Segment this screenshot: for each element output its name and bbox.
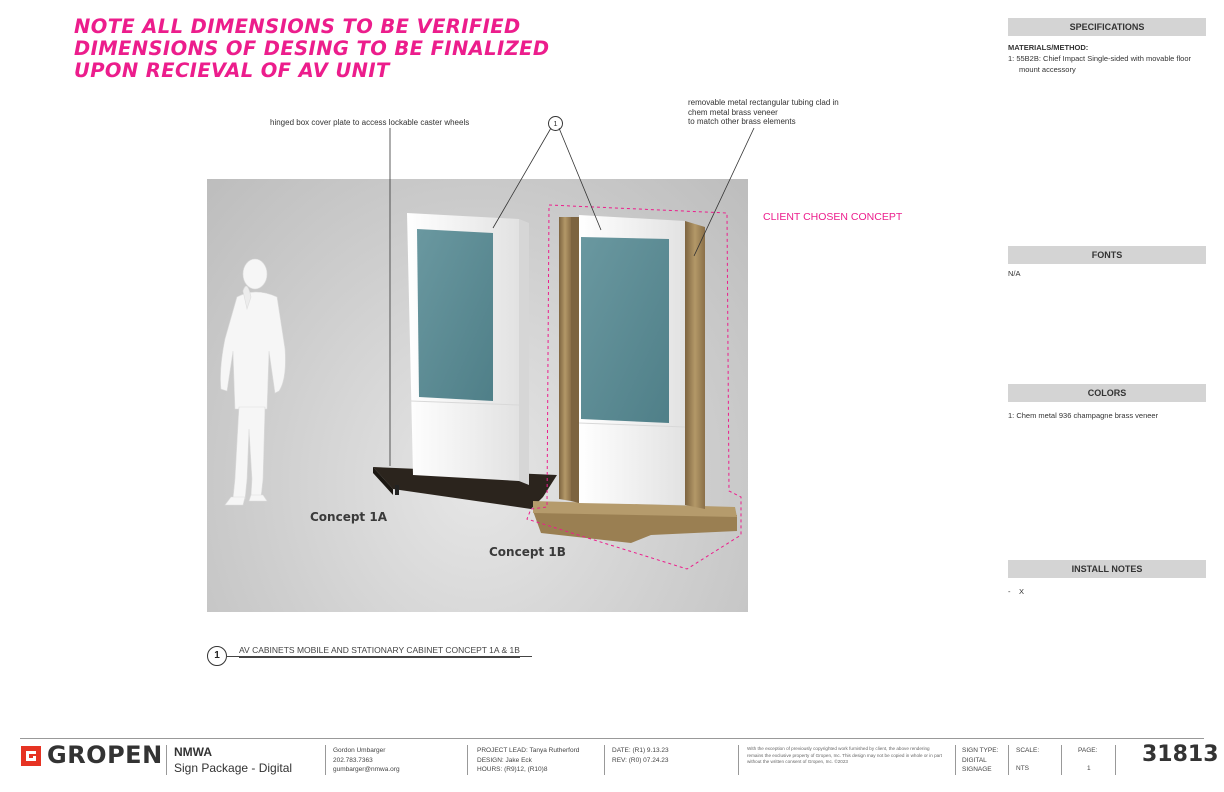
contact-name: Gordon Umbarger: [333, 747, 386, 754]
install-dash: -: [1008, 587, 1011, 596]
page-value: 1: [1087, 765, 1091, 772]
verification-note: [74, 16, 674, 82]
footer-divider: [325, 745, 326, 775]
revision-value: REV: (R0) 07.24.23: [612, 756, 669, 764]
contact-phone: 202.783.7363: [333, 756, 373, 764]
copyright-notice: With the exception of previously copyrighted work furnished by client, the above rendering remains the exclusive property of Gropen, Inc. This design may not be copied in whole or in part without the written consent of Gropen, Inc. ©2023: [747, 746, 942, 764]
cabinet-render: [207, 179, 748, 612]
spec-item-1-cont: mount accessory: [1019, 65, 1076, 74]
contact-block: [333, 746, 400, 775]
sign-type-block: [962, 746, 998, 775]
callout-removable-line-3: to match other brass elements: [688, 117, 796, 126]
project-lead: PROJECT LEAD: Tanya Rutherford: [477, 747, 580, 754]
project-team-block: [477, 746, 579, 775]
concept-1a-cabinet: [373, 213, 557, 509]
scale-value: NTS: [1016, 765, 1029, 772]
spec-item-1: 1: 55B2B: Chief Impact Single-sided with movable floor: [1008, 54, 1192, 63]
page-label: PAGE:: [1078, 747, 1098, 754]
drawing-caption: AV CABINETS MOBILE AND STATIONARY CABINET CONCEPT 1A & 1B: [239, 645, 520, 658]
footer-divider: [1061, 745, 1062, 775]
contact-email: gumbarger@nmwa.org: [333, 766, 400, 773]
scale-label: SCALE:: [1016, 747, 1040, 754]
gropen-logo-icon: [21, 746, 41, 766]
colors-header: COLORS: [1008, 384, 1206, 402]
concept-1b-cabinet: [533, 215, 737, 543]
client-name: NMWA: [174, 745, 212, 759]
install-value: X: [1019, 587, 1025, 596]
fonts-header: FONTS: [1008, 246, 1206, 264]
job-number: 31813: [1142, 742, 1219, 767]
specifications-header: SPECIFICATIONS: [1008, 18, 1206, 36]
footer-divider: [604, 745, 605, 775]
footer-divider: [738, 745, 739, 775]
callout-removable-line-2: chem metal brass veneer: [688, 107, 778, 117]
footer-divider: [467, 745, 468, 775]
footer-divider: [1008, 745, 1009, 775]
footer-divider: [1115, 745, 1116, 775]
fonts-value: N/A: [1008, 269, 1021, 278]
human-scale-figure: [221, 259, 286, 505]
project-name: Sign Package - Digital: [174, 761, 293, 775]
concept-1b-label: Concept 1B: [489, 545, 566, 559]
callout-removable-tubing: [688, 98, 839, 127]
caption-number-circle: 1: [207, 646, 227, 666]
callout-tag-1: 1: [548, 116, 563, 131]
materials-label: MATERIALS/METHOD:: [1008, 43, 1089, 52]
client-chosen-label: CLIENT CHOSEN CONCEPT: [763, 211, 903, 223]
footer-divider: [955, 745, 956, 775]
footer-divider: [166, 745, 167, 775]
date-value: DATE: (R1) 9.13.23: [612, 747, 669, 754]
dates-block: [612, 746, 669, 765]
note-line-2: DIMENSIONS OF DESING TO BE FINALIZED: [74, 37, 550, 60]
footer-rule: [20, 738, 1204, 739]
hours: HOURS: (R9)12, (R10)8: [477, 766, 548, 773]
callout-removable-line-1: removable metal rectangular tubing clad in: [688, 98, 839, 107]
color-item-1: 1: Chem metal 936 champagne brass veneer: [1008, 411, 1159, 420]
designer: DESIGN: Jake Eck: [477, 756, 532, 764]
note-line-1: NOTE ALL DIMENSIONS TO BE VERIFIED: [74, 15, 521, 38]
render-illustration: [207, 179, 748, 612]
sign-type-label: SIGN TYPE:: [962, 747, 999, 754]
sign-type-line-1: DIGITAL: [962, 756, 987, 764]
concept-1a-label: Concept 1A: [310, 510, 387, 524]
gropen-logo-text: GROPEN: [47, 741, 163, 769]
callout-hinged-cover: hinged box cover plate to access lockable caster wheels: [270, 118, 470, 127]
sign-type-line-2: SIGNAGE: [962, 766, 992, 773]
note-line-3: UPON RECIEVAL OF AV UNIT: [74, 59, 390, 82]
install-notes-header: INSTALL NOTES: [1008, 560, 1206, 578]
